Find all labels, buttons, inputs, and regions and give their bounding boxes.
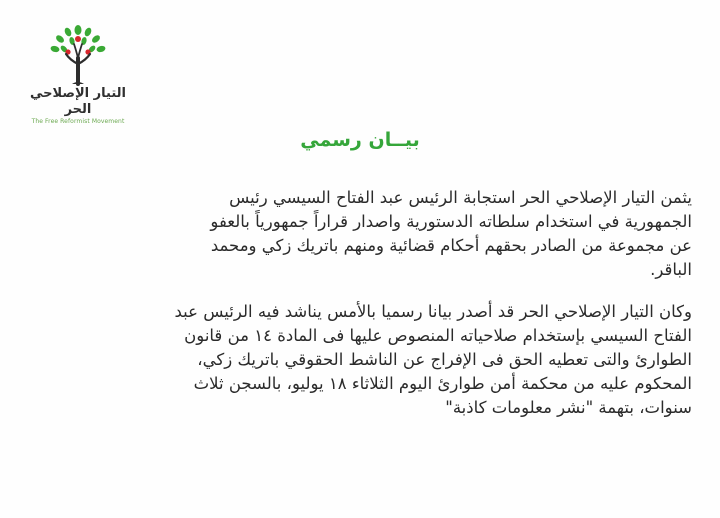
movement-logo bbox=[22, 22, 134, 126]
paragraph-line: سنوات، بتهمة "نشر معلومات كاذبة" bbox=[445, 398, 692, 417]
paragraph-line: الباقر. bbox=[650, 260, 692, 279]
logo-subtitle: The Free Reformist Movement bbox=[31, 118, 125, 125]
logo-name: التيار الإصلاحي الحر bbox=[30, 86, 126, 117]
paragraph-line: وكان التيار الإصلاحي الحر قد أصدر بيانا رسميا بالأمس يناشد فيه الرئيس عبد bbox=[174, 302, 692, 321]
paragraph-line: عن مجموعة من الصادر بحقهم أحكام قضائية ومنهم باتريك زكي ومحمد bbox=[210, 236, 692, 255]
paragraph-2 bbox=[26, 300, 692, 420]
paragraph-line: الجمهورية في استخدام سلطاته الدستورية واصدار قراراً جمهورياً بالعفو bbox=[210, 212, 692, 231]
paragraph-line: المحكوم عليه من محكمة أمن طوارئ اليوم الثلاثاء ١٨ يوليو، بالسجن ثلاث bbox=[193, 374, 692, 393]
paragraph-line: الطوارئ والتى تعطيه الحق فى الإفراج عن الناشط الحقوقي باتريك زكي، bbox=[197, 350, 692, 369]
statement-title: بيــان رسمي bbox=[300, 129, 420, 151]
tree-logo-icon bbox=[46, 22, 110, 86]
paragraph-1 bbox=[26, 186, 692, 282]
paragraph-line: يثمن التيار الإصلاحي الحر استجابة الرئيس عبد الفتاح السيسي رئيس bbox=[229, 188, 692, 207]
paragraph-line: الفتاح السيسي بإستخدام صلاحياته المنصوص عليها فى المادة ١٤ من قانون bbox=[184, 326, 692, 345]
